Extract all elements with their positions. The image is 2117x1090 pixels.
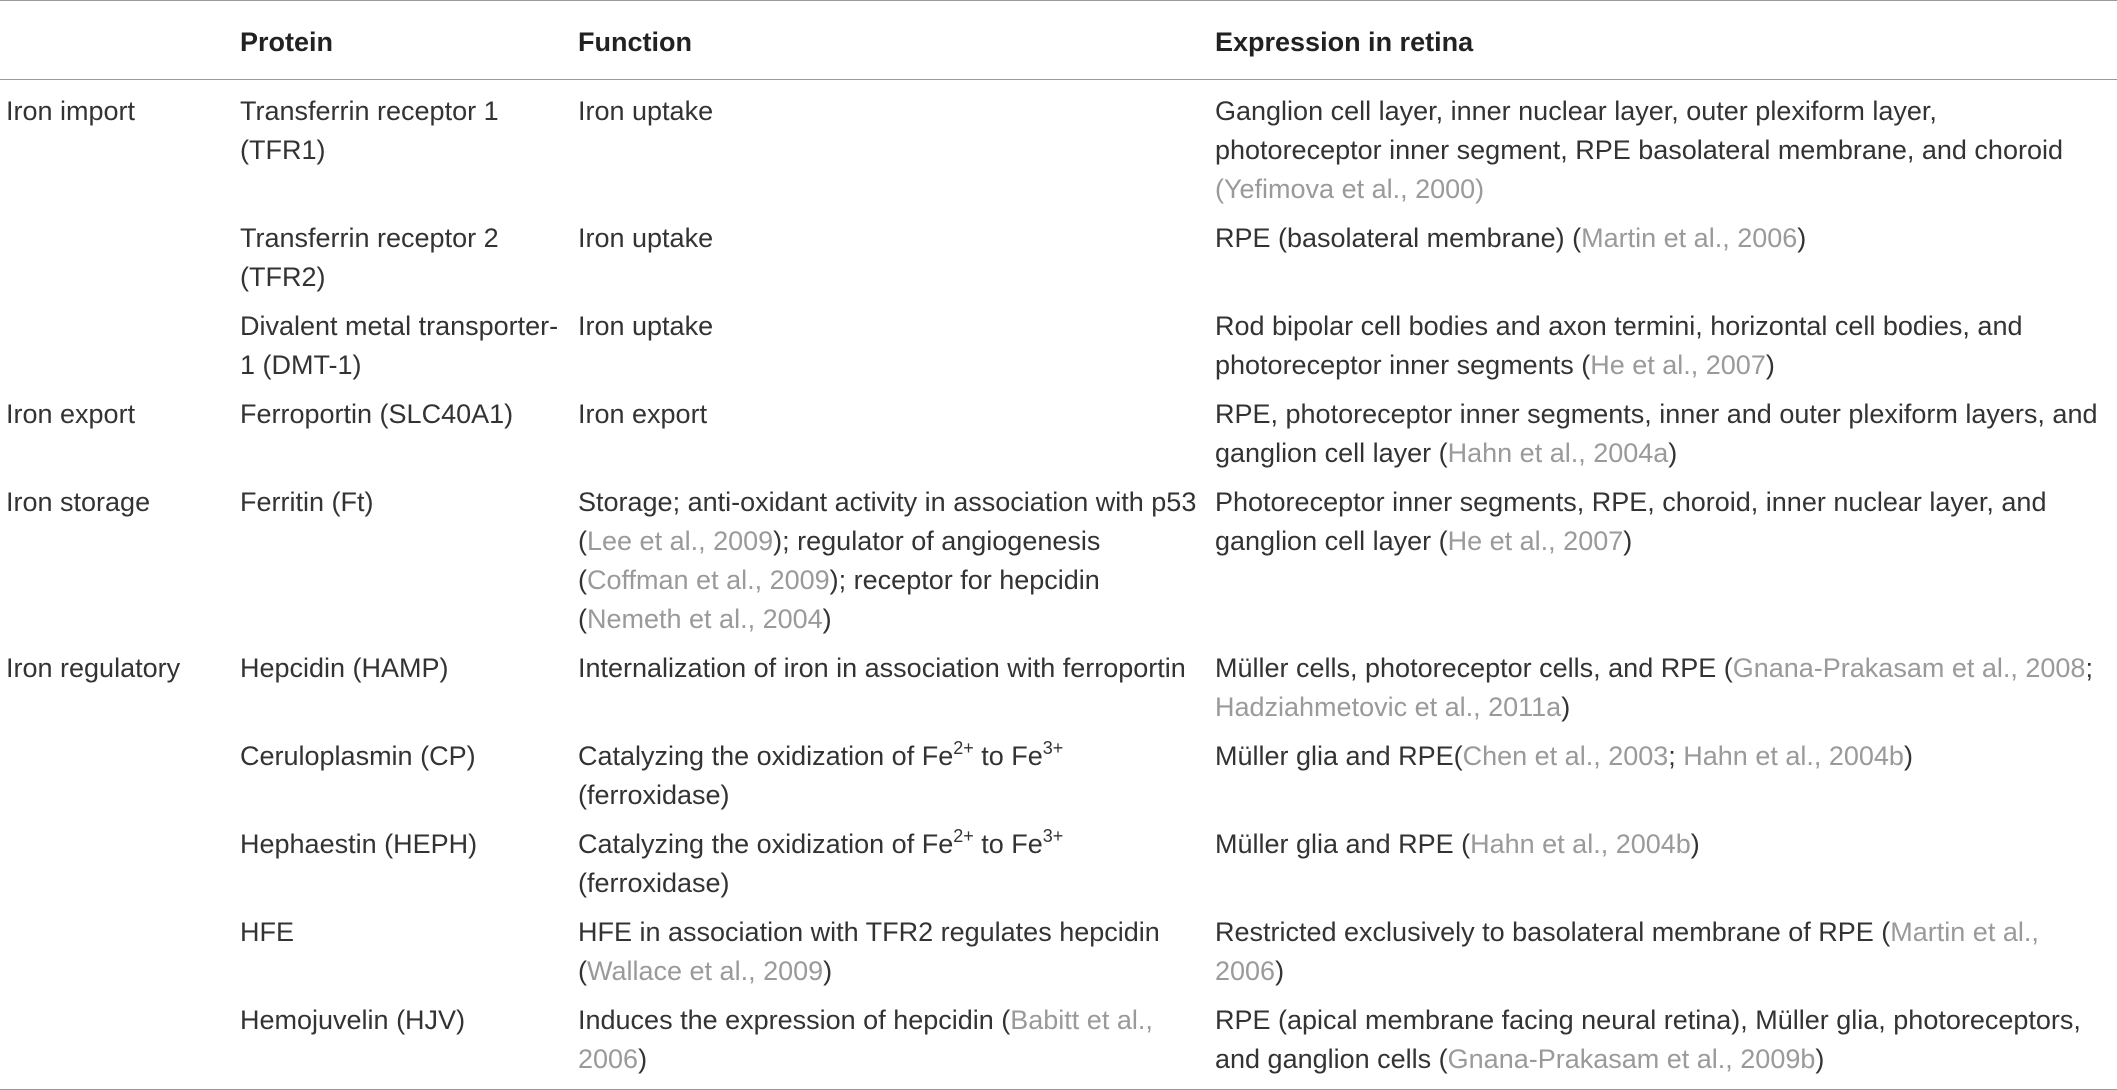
reference-link[interactable]: Hahn et al., 2004b	[1683, 741, 1904, 771]
expression-text: Müller glia and RPE(	[1215, 741, 1463, 771]
expression-cell	[1207, 996, 2117, 1090]
reference-link[interactable]: Wallace et al., 2009	[587, 956, 824, 986]
header-expression: Expression in retina	[1207, 1, 2117, 80]
expression-text: Restricted exclusively to basolateral membrane of RPE (	[1215, 917, 1891, 947]
table-row	[0, 644, 2117, 732]
protein-cell: Hepcidin (HAMP)	[240, 653, 449, 683]
reference-link[interactable]: He et al., 2007	[1590, 350, 1766, 380]
reference-link[interactable]: Chen et al., 2003	[1462, 741, 1669, 771]
function-text: Catalyzing the oxidization of Fe	[578, 741, 954, 771]
expression-text: Photoreceptor inner segments, RPE, choroid, inner nuclear layer, and ganglion cell layer (	[1215, 487, 2047, 556]
expression-tail: )	[1815, 1044, 1825, 1074]
function-text: (ferroxidase)	[578, 868, 730, 898]
function-text: (ferroxidase)	[578, 780, 730, 810]
expression-tail: )	[1623, 526, 1633, 556]
reference-link[interactable]: He et al., 2007	[1447, 526, 1624, 556]
table-header	[0, 1, 2117, 80]
protein-cell: Transferrin receptor 1 (TFR1)	[240, 96, 499, 165]
function-text: to Fe	[973, 741, 1043, 771]
reference-link[interactable]: Martin et al., 2006	[1581, 223, 1798, 253]
function-text: )	[638, 1044, 648, 1074]
category-cell: Iron import	[6, 96, 136, 126]
function-cell: Iron uptake	[578, 96, 714, 126]
superscript: 2+	[953, 826, 974, 846]
expression-tail: )	[1797, 223, 1807, 253]
function-cell: Internalization of iron in association with ferroportin	[578, 653, 1186, 683]
reference-link[interactable]: (Yefimova et al., 2000)	[1215, 174, 1485, 204]
function-text: Induces the expression of hepcidin (	[578, 1005, 1011, 1035]
function-cell	[570, 478, 1207, 644]
reference-link[interactable]: Babitt et al., 2006	[578, 1005, 1153, 1074]
header-row	[0, 1, 2117, 80]
expression-tail: )	[1690, 829, 1700, 859]
function-text: HFE in association with TFR2 regulates hepcidin (	[578, 917, 1160, 986]
category-cell	[0, 996, 232, 1090]
reference-link[interactable]: Nemeth et al., 2004	[587, 604, 823, 634]
protein-cell: Divalent metal transporter-1 (DMT-1)	[240, 311, 559, 380]
table-row	[0, 214, 2117, 302]
reference-link[interactable]: Coffman et al., 2009	[587, 565, 830, 595]
expression-cell	[1207, 820, 2117, 908]
function-text: to Fe	[973, 829, 1043, 859]
function-cell	[570, 732, 1207, 820]
reference-link[interactable]: Gnana-Prakasam et al., 2009b	[1447, 1044, 1816, 1074]
function-cell: Iron uptake	[578, 311, 714, 341]
expression-cell	[1207, 214, 2117, 302]
table-row	[0, 820, 2117, 908]
table-row	[0, 908, 2117, 996]
category-cell: Iron storage	[6, 487, 151, 517]
category-cell	[0, 214, 232, 302]
expression-cell	[1207, 390, 2117, 478]
protein-cell: Ceruloplasmin (CP)	[240, 741, 476, 771]
table-body	[0, 80, 2117, 1090]
function-text: )	[822, 604, 832, 634]
expression-tail: )	[1668, 438, 1678, 468]
protein-cell: Ferroportin (SLC40A1)	[240, 399, 514, 429]
expression-cell	[1207, 80, 2117, 215]
superscript: 2+	[953, 738, 974, 758]
protein-cell: Transferrin receptor 2 (TFR2)	[240, 223, 499, 292]
category-cell: Iron export	[6, 399, 136, 429]
expression-tail: )	[1903, 741, 1913, 771]
function-cell	[570, 908, 1207, 996]
category-cell	[0, 908, 232, 996]
table-row	[0, 478, 2117, 644]
function-cell	[570, 996, 1207, 1090]
expression-text: ;	[2085, 653, 2093, 683]
function-text: ); regulator of angiogenesis (	[578, 526, 1101, 595]
reference-link[interactable]: Gnana-Prakasam et al., 2008	[1732, 653, 2086, 683]
expression-text: RPE, photoreceptor inner segments, inner and outer plexiform layers, and ganglion cell layer (	[1215, 399, 2098, 468]
expression-text: RPE (basolateral membrane) (	[1215, 223, 1582, 253]
expression-text: RPE (apical membrane facing neural retina), Müller glia, photoreceptors, and ganglion cells (	[1215, 1005, 2081, 1074]
superscript: 3+	[1042, 826, 1064, 846]
protein-cell: HFE	[240, 917, 294, 947]
table-row	[0, 996, 2117, 1090]
protein-cell: Hemojuvelin (HJV)	[232, 996, 570, 1090]
function-text: Catalyzing the oxidization of Fe	[578, 829, 954, 859]
expression-tail: )	[1275, 956, 1285, 986]
expression-text: Rod bipolar cell bodies and axon termini, horizontal cell bodies, and photoreceptor inner segments (	[1215, 311, 2023, 380]
reference-link[interactable]: Hahn et al., 2004a	[1447, 438, 1669, 468]
expression-cell	[1207, 478, 2117, 644]
expression-cell	[1207, 644, 2117, 732]
table-row	[0, 302, 2117, 390]
category-cell	[0, 302, 232, 390]
function-cell: Iron uptake	[578, 223, 714, 253]
expression-cell	[1207, 732, 2117, 820]
function-text: )	[823, 956, 833, 986]
protein-cell: Hephaestin (HEPH)	[240, 829, 478, 859]
expression-tail: )	[1765, 350, 1775, 380]
expression-cell	[1207, 908, 2117, 996]
function-text: Storage; anti-oxidant activity in association with p53 (	[578, 487, 1197, 556]
expression-text: Ganglion cell layer, inner nuclear layer, outer plexiform layer, photoreceptor inner segment, RPE basolateral membrane, and choroid	[1215, 96, 2063, 165]
category-cell	[0, 820, 232, 908]
table-row	[0, 390, 2117, 478]
header-protein: Protein	[232, 1, 570, 80]
protein-cell: Ferritin (Ft)	[240, 487, 374, 517]
expression-tail: )	[1561, 692, 1571, 722]
expression-text: ;	[1668, 741, 1684, 771]
function-cell	[570, 820, 1207, 908]
header-function: Function	[570, 1, 1207, 80]
function-cell: Iron export	[578, 399, 708, 429]
function-text: ); receptor for hepcidin (	[578, 565, 1100, 634]
expression-text: Müller glia and RPE (	[1215, 829, 1471, 859]
expression-cell	[1207, 302, 2117, 390]
reference-link[interactable]: Martin et al., 2006	[1215, 917, 2039, 986]
reference-link[interactable]: Hadziahmetovic et al., 2011a	[1215, 692, 1562, 722]
header-category	[0, 1, 232, 80]
category-cell	[0, 732, 232, 820]
table-row	[0, 80, 2117, 215]
expression-text: Müller cells, photoreceptor cells, and RPE (	[1215, 653, 1733, 683]
superscript: 3+	[1042, 738, 1064, 758]
reference-link[interactable]: Hahn et al., 2004b	[1470, 829, 1691, 859]
table-row	[0, 732, 2117, 820]
category-cell: Iron regulatory	[6, 653, 181, 683]
reference-link[interactable]: Lee et al., 2009	[587, 526, 774, 556]
